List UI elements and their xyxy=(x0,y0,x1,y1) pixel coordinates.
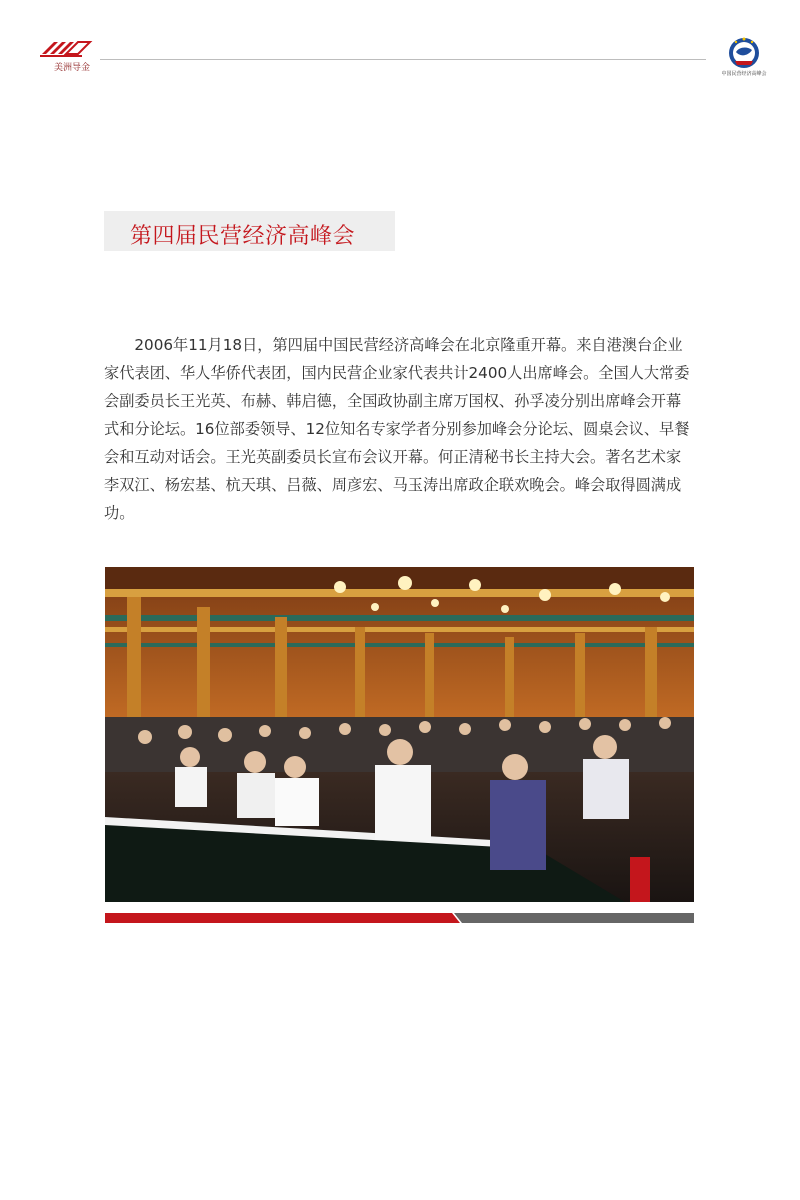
article-paragraph: 2006年11月18日，第四届中国民营经济高峰会在北京隆重开幕。来自港澳台企业家代表团、华人华侨代表团，国内民营企业家代表共计2400人出席峰会。全国人大常委会副委员长王光英、布赫、韩启德，全国政协副主席万国权、孙孚凌分别出席峰会开幕式和分论坛。16位部委领导、12位知名专家学者分别参加峰会分论坛、圆桌会议、早餐会和互动对话会。王光英副委员长宣布会议开幕。何正清秘书长主持大会。著名艺术家李双江、杨宏基、杭天琪、吕薇、周彦宏、马玉涛出席政企联欢晚会。峰会取得圆满成功。 xyxy=(104,336,690,522)
brand-logo-left xyxy=(38,36,98,74)
section-title-box xyxy=(104,211,395,251)
brand-logo-right xyxy=(718,36,770,80)
section-title: 第四届民营经济高峰会 xyxy=(130,224,356,249)
decorative-bar xyxy=(105,908,694,918)
header-divider xyxy=(100,59,706,60)
summit-emblem-caption: 中国民营经济高峰会 xyxy=(721,71,767,77)
stacked-blocks-logo-icon xyxy=(38,36,98,62)
brand-logo-text: 美洲导金 xyxy=(54,63,91,73)
conference-hall-photo xyxy=(105,567,694,902)
summit-emblem-icon xyxy=(727,36,761,70)
